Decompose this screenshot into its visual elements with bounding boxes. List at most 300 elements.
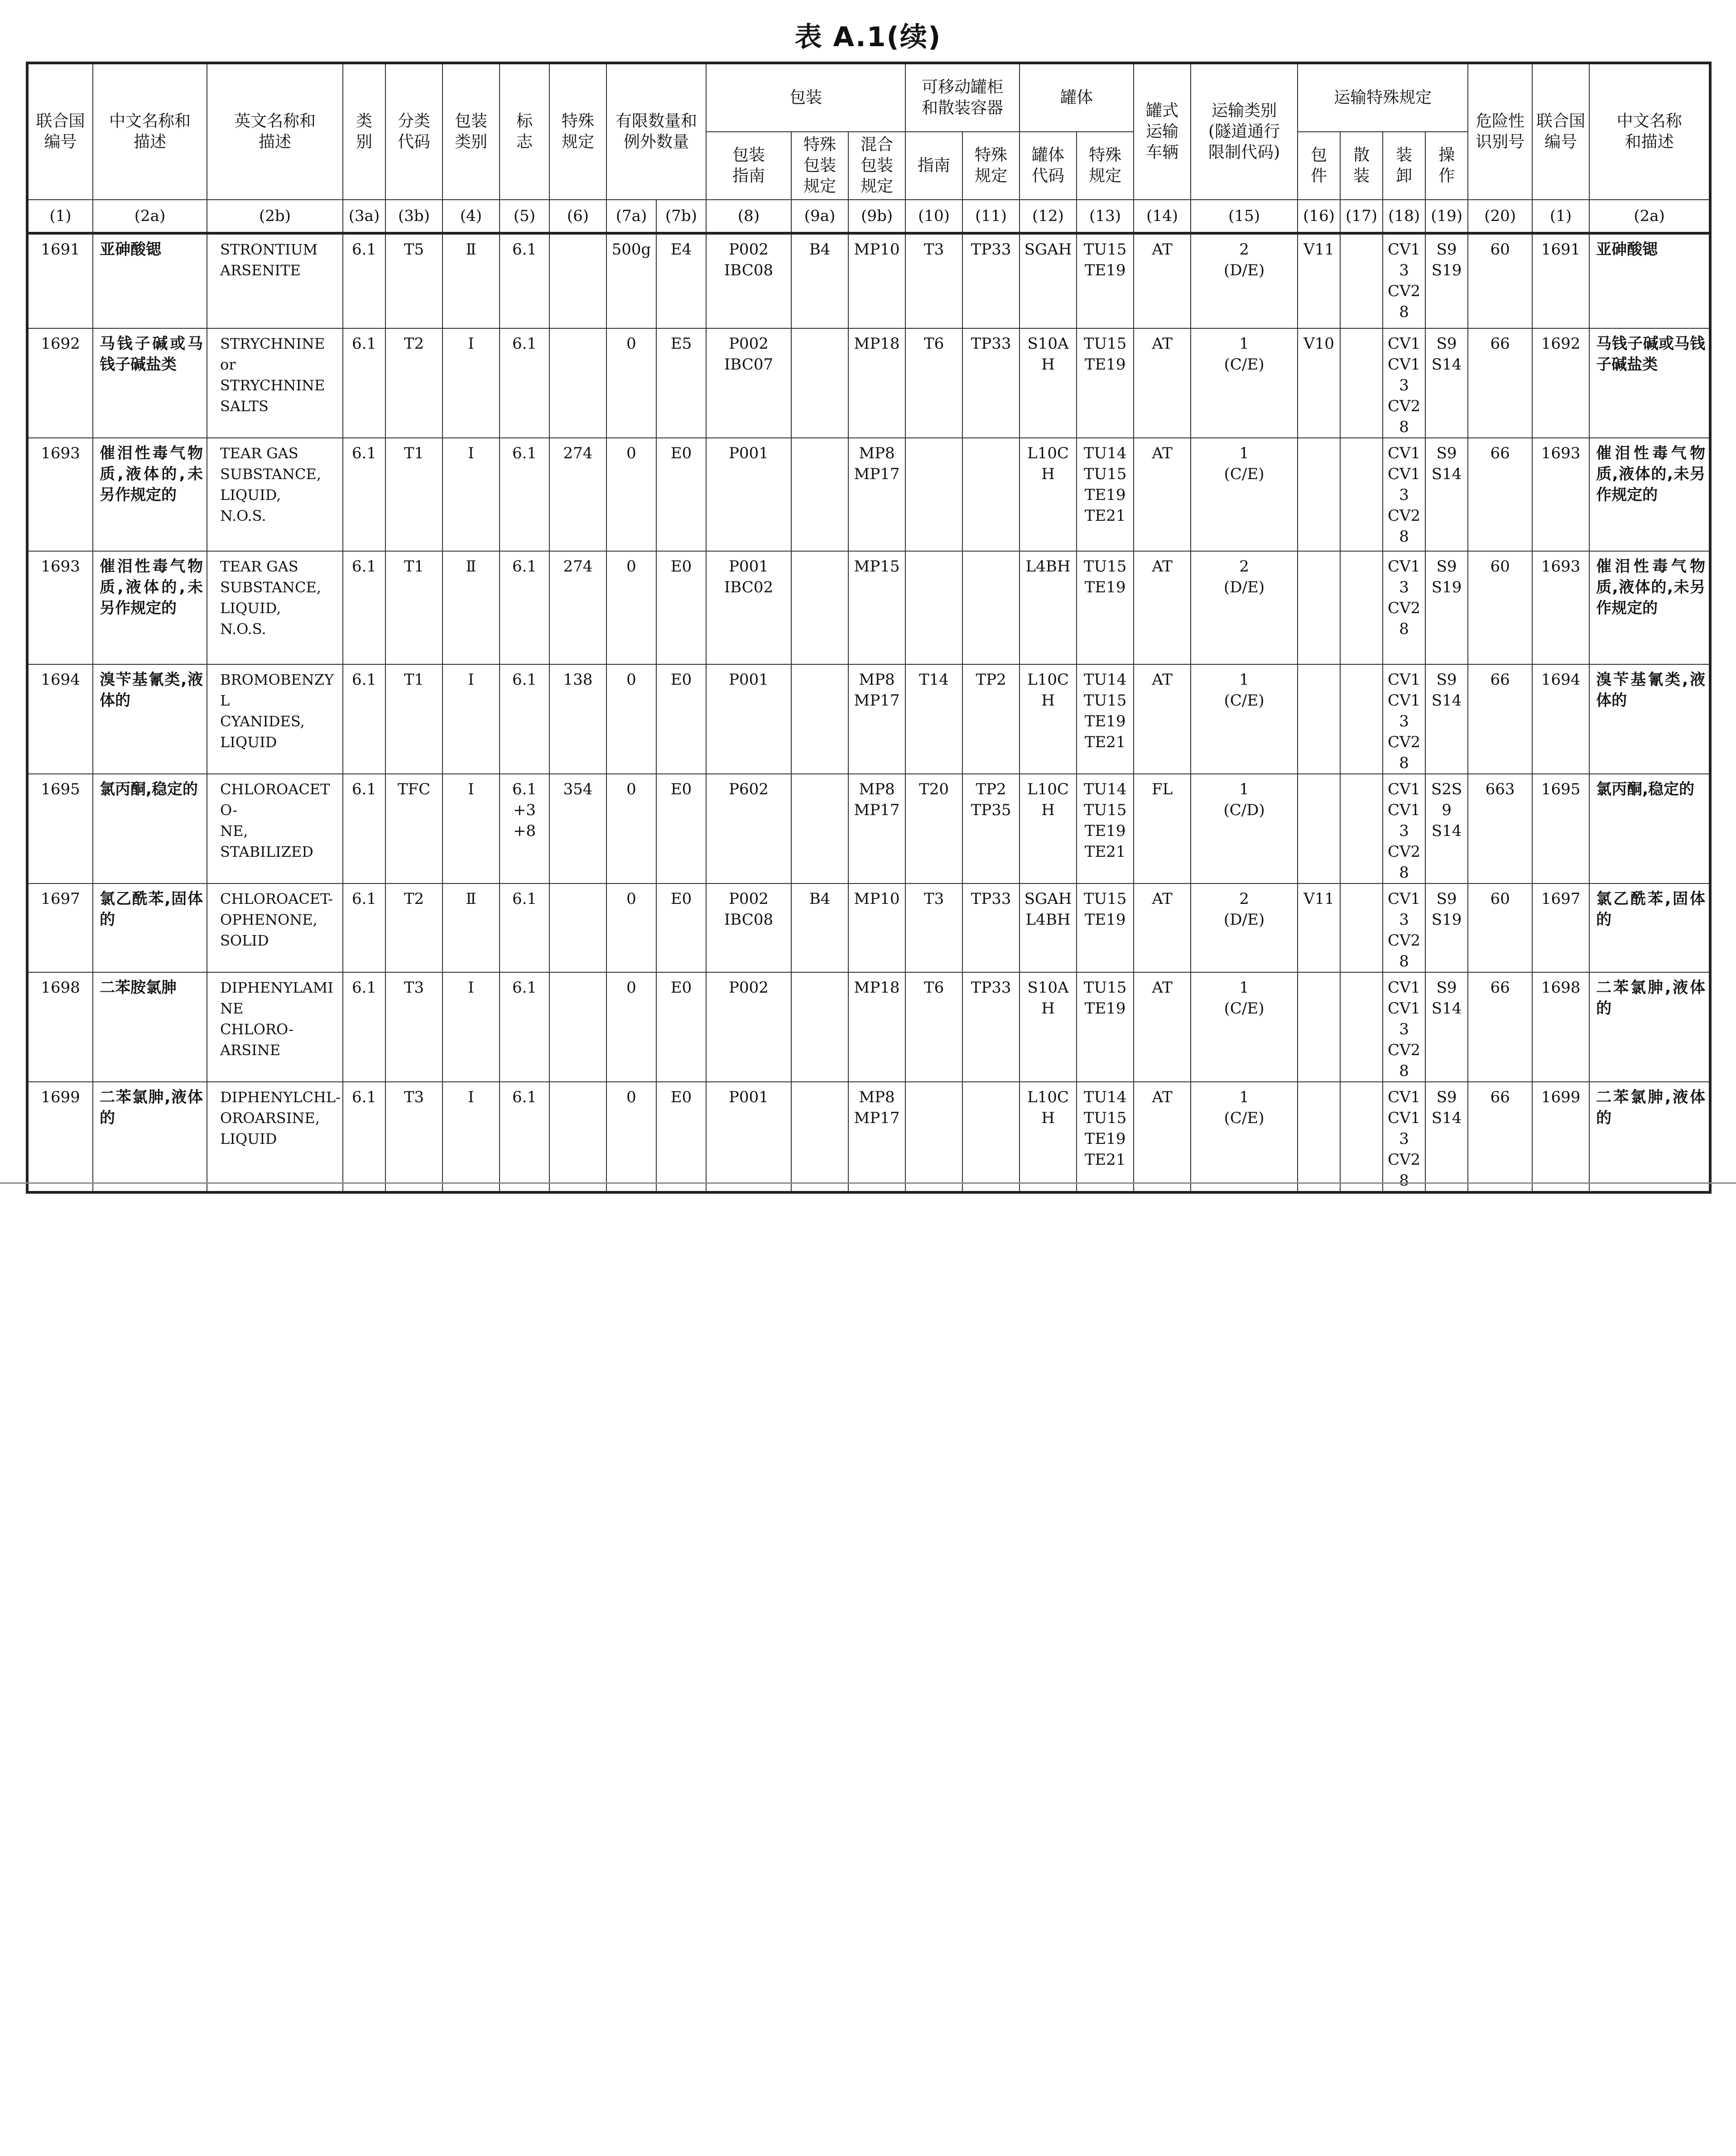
cell-un-number-2: 1699 <box>1532 1082 1589 1192</box>
column-number: (18) <box>1383 200 1425 233</box>
cell-hazard-id: 60 <box>1468 233 1532 328</box>
cell-portable-tank-special <box>962 438 1019 551</box>
cell-tank-code: SGAH <box>1019 233 1077 328</box>
cell-portable-tank-instructions: T14 <box>905 664 962 774</box>
cell-limited-quantity: 0 <box>606 972 656 1082</box>
column-number: (10) <box>905 200 962 233</box>
cell-tank-vehicle: AT <box>1134 664 1191 774</box>
cell-un-number-2: 1694 <box>1532 664 1589 774</box>
cell-tank-vehicle: AT <box>1134 438 1191 551</box>
cell-un-number-2: 1697 <box>1532 884 1589 972</box>
cell-loading-provision: CV1 CV13 CV28 <box>1383 664 1425 774</box>
table-row <box>27 1082 1710 1192</box>
cell-label: 6.1 <box>500 438 549 551</box>
cell-excepted-quantity: E0 <box>656 438 706 551</box>
cell-hazard-id: 66 <box>1468 438 1532 551</box>
cell-packing-instructions: P002 <box>706 972 791 1082</box>
cell-hazard-id: 66 <box>1468 1082 1532 1192</box>
column-number: (1) <box>27 200 93 233</box>
cell-limited-quantity: 0 <box>606 438 656 551</box>
cell-tank-special: TU14 TU15 TE19 TE21 <box>1077 664 1134 774</box>
cell-excepted-quantity: E0 <box>656 774 706 884</box>
cell-packages-provision <box>1298 774 1340 884</box>
cell-label: 6.1 +3 +8 <box>500 774 549 884</box>
cell-loading-provision: CV1 CV13 CV28 <box>1383 328 1425 438</box>
cell-mixed-packing: MP18 <box>848 328 905 438</box>
cell-transport-category: 2 (D/E) <box>1191 884 1298 972</box>
cell-operation-provision: S9 S19 <box>1425 233 1468 328</box>
cell-operation-provision: S9 S14 <box>1425 438 1468 551</box>
header-label: 标 志 <box>500 63 549 200</box>
cell-chinese-name-2: 氯丙酮,稳定的 <box>1589 774 1710 884</box>
cell-special-provisions <box>549 328 606 438</box>
cell-hazard-id: 66 <box>1468 664 1532 774</box>
cell-packages-provision: V10 <box>1298 328 1340 438</box>
cell-un-number: 1692 <box>27 328 93 438</box>
cell-mixed-packing: MP8 MP17 <box>848 664 905 774</box>
header-un-number: 联合国 编号 <box>27 63 93 200</box>
cell-english-name: TEAR GAS SUBSTANCE, LIQUID, N.O.S. <box>207 551 343 664</box>
cell-portable-tank-special: TP2 TP35 <box>962 774 1019 884</box>
column-number: (16) <box>1298 200 1340 233</box>
cell-tank-special: TU15 TE19 <box>1077 972 1134 1082</box>
cell-loading-provision: CV1 CV13 CV28 <box>1383 1082 1425 1192</box>
cell-special-packing <box>791 438 848 551</box>
cell-special-packing <box>791 774 848 884</box>
header-portable-tank-special: 特殊 规定 <box>962 132 1019 200</box>
cell-operation-provision: S9 S19 <box>1425 884 1468 972</box>
table-row <box>27 972 1710 1082</box>
cell-operation-provision: S9 S14 <box>1425 328 1468 438</box>
column-number: (12) <box>1019 200 1077 233</box>
table-body <box>27 233 1710 1192</box>
cell-label: 6.1 <box>500 233 549 328</box>
cell-packing-group: Ⅰ <box>442 328 500 438</box>
cell-bulk-provision <box>1340 233 1383 328</box>
cell-chinese-name-2: 二苯氯胂,液体的 <box>1589 1082 1710 1192</box>
cell-portable-tank-instructions: T3 <box>905 884 962 972</box>
cell-packing-group: Ⅱ <box>442 884 500 972</box>
cell-operation-provision: S9 S14 <box>1425 664 1468 774</box>
cell-portable-tank-special <box>962 551 1019 664</box>
cell-tank-special: TU15 TE19 <box>1077 884 1134 972</box>
cell-loading-provision: CV1 CV13 CV28 <box>1383 438 1425 551</box>
table-row <box>27 884 1710 972</box>
cell-transport-category: 2 (D/E) <box>1191 551 1298 664</box>
header-limited-quantities: 有限数量和 例外数量 <box>606 63 706 200</box>
cell-chinese-name-2: 马钱子碱或马钱子碱盐类 <box>1589 328 1710 438</box>
cell-chinese-name-2: 催泪性毒气物质,液体的,未另作规定的 <box>1589 551 1710 664</box>
cell-excepted-quantity: E0 <box>656 1082 706 1192</box>
cell-classification-code: TFC <box>385 774 442 884</box>
cell-limited-quantity: 0 <box>606 551 656 664</box>
cell-class: 6.1 <box>343 664 385 774</box>
header-chinese-name: 中文名称和 描述 <box>93 63 207 200</box>
header-hazard-id: 危险性 识别号 <box>1468 63 1532 200</box>
cell-class: 6.1 <box>343 884 385 972</box>
table-row <box>27 551 1710 664</box>
cell-excepted-quantity: E4 <box>656 233 706 328</box>
cell-packages-provision <box>1298 438 1340 551</box>
cell-packages-provision <box>1298 551 1340 664</box>
cell-tank-code: L10CH <box>1019 664 1077 774</box>
cell-loading-provision: CV13 CV28 <box>1383 551 1425 664</box>
page-rule <box>0 1182 1736 1184</box>
cell-packing-group: Ⅰ <box>442 1082 500 1192</box>
cell-label: 6.1 <box>500 664 549 774</box>
cell-tank-vehicle: AT <box>1134 328 1191 438</box>
header-packing-instructions: 包装 指南 <box>706 132 791 200</box>
cell-tank-special: TU14 TU15 TE19 TE21 <box>1077 1082 1134 1192</box>
cell-hazard-id: 60 <box>1468 884 1532 972</box>
cell-chinese-name: 氯丙酮,稳定的 <box>93 774 207 884</box>
header-un-number-2: 联合国 编号 <box>1532 63 1589 200</box>
cell-portable-tank-instructions: T6 <box>905 328 962 438</box>
cell-packing-instructions: P002 IBC08 <box>706 233 791 328</box>
cell-label: 6.1 <box>500 884 549 972</box>
cell-classification-code: T2 <box>385 884 442 972</box>
cell-limited-quantity: 0 <box>606 328 656 438</box>
cell-portable-tank-instructions <box>905 1082 962 1192</box>
cell-classification-code: T3 <box>385 972 442 1082</box>
header-packages: 包 件 <box>1298 132 1340 200</box>
header-classification-code: 分类 代码 <box>385 63 442 200</box>
cell-english-name: TEAR GAS SUBSTANCE, LIQUID, N.O.S. <box>207 438 343 551</box>
column-number: (8) <box>706 200 791 233</box>
cell-english-name: BROMOBENZYL CYANIDES, LIQUID <box>207 664 343 774</box>
cell-portable-tank-instructions <box>905 551 962 664</box>
cell-classification-code: T1 <box>385 438 442 551</box>
cell-un-number-2: 1691 <box>1532 233 1589 328</box>
table-row <box>27 233 1710 328</box>
cell-bulk-provision <box>1340 1082 1383 1192</box>
cell-classification-code: T3 <box>385 1082 442 1192</box>
cell-label: 6.1 <box>500 328 549 438</box>
cell-portable-tank-special: TP33 <box>962 328 1019 438</box>
cell-operation-provision: S9 S14 <box>1425 1082 1468 1192</box>
cell-un-number-2: 1695 <box>1532 774 1589 884</box>
cell-chinese-name-2: 催泪性毒气物质,液体的,未另作规定的 <box>1589 438 1710 551</box>
cell-un-number: 1699 <box>27 1082 93 1192</box>
cell-mixed-packing: MP8 MP17 <box>848 774 905 884</box>
cell-un-number: 1693 <box>27 551 93 664</box>
cell-portable-tank-special: TP2 <box>962 664 1019 774</box>
header-portable-tank-instructions: 指南 <box>905 132 962 200</box>
cell-tank-code: L10CH <box>1019 438 1077 551</box>
cell-special-packing <box>791 972 848 1082</box>
cell-portable-tank-instructions: T3 <box>905 233 962 328</box>
cell-bulk-provision <box>1340 972 1383 1082</box>
cell-packing-instructions: P002 IBC08 <box>706 884 791 972</box>
cell-mixed-packing: MP8 MP17 <box>848 438 905 551</box>
cell-operation-provision: S2S9 S14 <box>1425 774 1468 884</box>
cell-hazard-id: 66 <box>1468 328 1532 438</box>
cell-transport-category: 1 (C/E) <box>1191 972 1298 1082</box>
cell-tank-code: L10CH <box>1019 1082 1077 1192</box>
cell-special-provisions: 274 <box>549 551 606 664</box>
cell-packing-group: Ⅰ <box>442 972 500 1082</box>
cell-class: 6.1 <box>343 233 385 328</box>
cell-un-number-2: 1693 <box>1532 551 1589 664</box>
header-tanks: 罐体 <box>1019 63 1134 132</box>
cell-tank-code: S10AH <box>1019 328 1077 438</box>
header-operation: 操 作 <box>1425 132 1468 200</box>
cell-packing-group: Ⅱ <box>442 551 500 664</box>
column-number: (11) <box>962 200 1019 233</box>
cell-classification-code: T5 <box>385 233 442 328</box>
cell-special-packing <box>791 1082 848 1192</box>
cell-operation-provision: S9 S19 <box>1425 551 1468 664</box>
cell-tank-code: SGAH L4BH <box>1019 884 1077 972</box>
header-loading: 装 卸 <box>1383 132 1425 200</box>
column-number-row <box>27 200 1710 233</box>
cell-tank-vehicle: AT <box>1134 551 1191 664</box>
cell-limited-quantity: 500g <box>606 233 656 328</box>
cell-packing-instructions: P001 <box>706 1082 791 1192</box>
column-number: (2b) <box>207 200 343 233</box>
cell-excepted-quantity: E0 <box>656 664 706 774</box>
cell-portable-tank-special: TP33 <box>962 233 1019 328</box>
header-english-name: 英文名称和 描述 <box>207 63 343 200</box>
cell-special-provisions <box>549 1082 606 1192</box>
cell-special-packing <box>791 664 848 774</box>
cell-classification-code: T1 <box>385 664 442 774</box>
cell-bulk-provision <box>1340 884 1383 972</box>
cell-loading-provision: CV1 CV13 CV28 <box>1383 774 1425 884</box>
cell-mixed-packing: MP18 <box>848 972 905 1082</box>
cell-transport-category: 1 (C/E) <box>1191 664 1298 774</box>
cell-bulk-provision <box>1340 551 1383 664</box>
header-row-1 <box>27 63 1710 132</box>
cell-packing-group: Ⅱ <box>442 233 500 328</box>
cell-english-name: DIPHENYLCHL- OROARSINE, LIQUID <box>207 1082 343 1192</box>
header-chinese-name-2: 中文名称 和描述 <box>1589 63 1710 200</box>
cell-chinese-name: 亚砷酸锶 <box>93 233 207 328</box>
header-transport-category: 运输类别 (隧道通行 限制代码) <box>1191 63 1298 200</box>
dangerous-goods-table <box>26 62 1712 1194</box>
cell-chinese-name: 催泪性毒气物质,液体的,未另作规定的 <box>93 551 207 664</box>
header-tank-vehicle: 罐式 运输 车辆 <box>1134 63 1191 200</box>
cell-packages-provision <box>1298 972 1340 1082</box>
cell-packing-instructions: P002 IBC07 <box>706 328 791 438</box>
cell-chinese-name: 溴苄基氰类,液体的 <box>93 664 207 774</box>
cell-tank-vehicle: AT <box>1134 1082 1191 1192</box>
cell-mixed-packing: MP10 <box>848 884 905 972</box>
cell-tank-special: TU15 TE19 <box>1077 551 1134 664</box>
column-number: (17) <box>1340 200 1383 233</box>
cell-portable-tank-special: TP33 <box>962 884 1019 972</box>
cell-english-name: DIPHENYLAMINE CHLORO- ARSINE <box>207 972 343 1082</box>
cell-transport-category: 1 (C/E) <box>1191 438 1298 551</box>
header-portable-tanks: 可移动罐柜 和散装容器 <box>905 63 1019 132</box>
cell-class: 6.1 <box>343 438 385 551</box>
cell-chinese-name: 二苯胺氯胂 <box>93 972 207 1082</box>
cell-un-number: 1698 <box>27 972 93 1082</box>
cell-transport-category: 1 (C/D) <box>1191 774 1298 884</box>
cell-excepted-quantity: E5 <box>656 328 706 438</box>
cell-special-provisions: 354 <box>549 774 606 884</box>
header-packaging: 包装 <box>706 63 905 132</box>
cell-un-number: 1697 <box>27 884 93 972</box>
cell-english-name: STRONTIUM ARSENITE <box>207 233 343 328</box>
cell-packing-instructions: P602 <box>706 774 791 884</box>
header-special-provisions: 特殊 规定 <box>549 63 606 200</box>
header-tank-special: 特殊 规定 <box>1077 132 1134 200</box>
header-packing-group: 包装 类别 <box>442 63 500 200</box>
header-class: 类 别 <box>343 63 385 200</box>
cell-english-name: CHLOROACETO- NE, STABILIZED <box>207 774 343 884</box>
cell-chinese-name-2: 二苯氯胂,液体的 <box>1589 972 1710 1082</box>
cell-portable-tank-special: TP33 <box>962 972 1019 1082</box>
column-number: (14) <box>1134 200 1191 233</box>
column-number: (2a) <box>1589 200 1710 233</box>
cell-special-packing: B4 <box>791 233 848 328</box>
cell-excepted-quantity: E0 <box>656 884 706 972</box>
table-title: 表 A.1(续) <box>794 21 942 53</box>
cell-tank-vehicle: AT <box>1134 884 1191 972</box>
cell-classification-code: T2 <box>385 328 442 438</box>
cell-label: 6.1 <box>500 1082 549 1192</box>
cell-bulk-provision <box>1340 438 1383 551</box>
cell-limited-quantity: 0 <box>606 774 656 884</box>
cell-bulk-provision <box>1340 774 1383 884</box>
cell-special-provisions: 274 <box>549 438 606 551</box>
cell-packages-provision: V11 <box>1298 233 1340 328</box>
cell-tank-vehicle: FL <box>1134 774 1191 884</box>
table-row <box>27 664 1710 774</box>
cell-special-packing <box>791 328 848 438</box>
cell-chinese-name: 马钱子碱或马钱子碱盐类 <box>93 328 207 438</box>
cell-mixed-packing: MP10 <box>848 233 905 328</box>
cell-limited-quantity: 0 <box>606 664 656 774</box>
column-number: (5) <box>500 200 549 233</box>
cell-chinese-name: 二苯氯胂,液体的 <box>93 1082 207 1192</box>
cell-hazard-id: 60 <box>1468 551 1532 664</box>
header-special-packing: 特殊 包装 规定 <box>791 132 848 200</box>
column-number: (20) <box>1468 200 1532 233</box>
cell-un-number-2: 1693 <box>1532 438 1589 551</box>
cell-class: 6.1 <box>343 774 385 884</box>
cell-tank-vehicle: AT <box>1134 233 1191 328</box>
cell-packing-group: Ⅰ <box>442 438 500 551</box>
cell-un-number-2: 1692 <box>1532 328 1589 438</box>
header-special-transport-provisions: 运输特殊规定 <box>1298 63 1468 132</box>
cell-packing-group: Ⅰ <box>442 774 500 884</box>
cell-class: 6.1 <box>343 972 385 1082</box>
cell-limited-quantity: 0 <box>606 884 656 972</box>
cell-special-provisions <box>549 884 606 972</box>
table-row <box>27 438 1710 551</box>
cell-excepted-quantity: E0 <box>656 972 706 1082</box>
column-number: (1) <box>1532 200 1589 233</box>
column-number: (6) <box>549 200 606 233</box>
cell-un-number: 1694 <box>27 664 93 774</box>
cell-chinese-name: 催泪性毒气物质,液体的,未另作规定的 <box>93 438 207 551</box>
cell-mixed-packing: MP15 <box>848 551 905 664</box>
cell-loading-provision: CV1 CV13 CV28 <box>1383 972 1425 1082</box>
cell-mixed-packing: MP8 MP17 <box>848 1082 905 1192</box>
cell-hazard-id: 66 <box>1468 972 1532 1082</box>
cell-english-name: STRYCHNINE or STRYCHNINE SALTS <box>207 328 343 438</box>
cell-tank-vehicle: AT <box>1134 972 1191 1082</box>
cell-tank-special: TU15 TE19 <box>1077 233 1134 328</box>
cell-portable-tank-instructions: T20 <box>905 774 962 884</box>
column-number: (19) <box>1425 200 1468 233</box>
cell-loading-provision: CV13 CV28 <box>1383 884 1425 972</box>
cell-tank-special: TU14 TU15 TE19 TE21 <box>1077 438 1134 551</box>
cell-packing-instructions: P001 IBC02 <box>706 551 791 664</box>
column-number: (3a) <box>343 200 385 233</box>
cell-special-provisions <box>549 972 606 1082</box>
cell-special-packing <box>791 551 848 664</box>
cell-packing-instructions: P001 <box>706 664 791 774</box>
header-mixed-packing: 混合 包装 规定 <box>848 132 905 200</box>
cell-tank-special: TU14 TU15 TE19 TE21 <box>1077 774 1134 884</box>
cell-class: 6.1 <box>343 328 385 438</box>
column-number: (7b) <box>656 200 706 233</box>
cell-classification-code: T1 <box>385 551 442 664</box>
cell-portable-tank-instructions: T6 <box>905 972 962 1082</box>
cell-packages-provision <box>1298 664 1340 774</box>
cell-loading-provision: CV13 CV28 <box>1383 233 1425 328</box>
column-number: (4) <box>442 200 500 233</box>
cell-special-packing: B4 <box>791 884 848 972</box>
table-row <box>27 774 1710 884</box>
cell-label: 6.1 <box>500 551 549 664</box>
cell-chinese-name: 氯乙酰苯,固体的 <box>93 884 207 972</box>
cell-class: 6.1 <box>343 1082 385 1192</box>
cell-packing-instructions: P001 <box>706 438 791 551</box>
cell-transport-category: 1 (C/E) <box>1191 328 1298 438</box>
cell-un-number-2: 1698 <box>1532 972 1589 1082</box>
cell-transport-category: 1 (C/E) <box>1191 1082 1298 1192</box>
cell-label: 6.1 <box>500 972 549 1082</box>
cell-packages-provision: V11 <box>1298 884 1340 972</box>
cell-tank-code: L10CH <box>1019 774 1077 884</box>
column-number: (7a) <box>606 200 656 233</box>
cell-special-provisions <box>549 233 606 328</box>
header-bulk: 散 装 <box>1340 132 1383 200</box>
cell-hazard-id: 663 <box>1468 774 1532 884</box>
column-number: (9a) <box>791 200 848 233</box>
column-number: (13) <box>1077 200 1134 233</box>
column-number: (3b) <box>385 200 442 233</box>
cell-transport-category: 2 (D/E) <box>1191 233 1298 328</box>
column-number: (9b) <box>848 200 905 233</box>
cell-class: 6.1 <box>343 551 385 664</box>
table-row <box>27 328 1710 438</box>
cell-un-number: 1695 <box>27 774 93 884</box>
cell-limited-quantity: 0 <box>606 1082 656 1192</box>
cell-bulk-provision <box>1340 328 1383 438</box>
cell-bulk-provision <box>1340 664 1383 774</box>
cell-tank-code: S10AH <box>1019 972 1077 1082</box>
cell-tank-special: TU15 TE19 <box>1077 328 1134 438</box>
cell-chinese-name-2: 氯乙酰苯,固体的 <box>1589 884 1710 972</box>
column-number: (2a) <box>93 200 207 233</box>
cell-packing-group: Ⅰ <box>442 664 500 774</box>
cell-un-number: 1693 <box>27 438 93 551</box>
cell-special-provisions: 138 <box>549 664 606 774</box>
header-tank-code: 罐体 代码 <box>1019 132 1077 200</box>
column-number: (15) <box>1191 200 1298 233</box>
cell-chinese-name-2: 溴苄基氰类,液体的 <box>1589 664 1710 774</box>
cell-chinese-name-2: 亚砷酸锶 <box>1589 233 1710 328</box>
cell-english-name: CHLOROACET- OPHENONE, SOLID <box>207 884 343 972</box>
cell-portable-tank-instructions <box>905 438 962 551</box>
cell-operation-provision: S9 S14 <box>1425 972 1468 1082</box>
cell-portable-tank-special <box>962 1082 1019 1192</box>
